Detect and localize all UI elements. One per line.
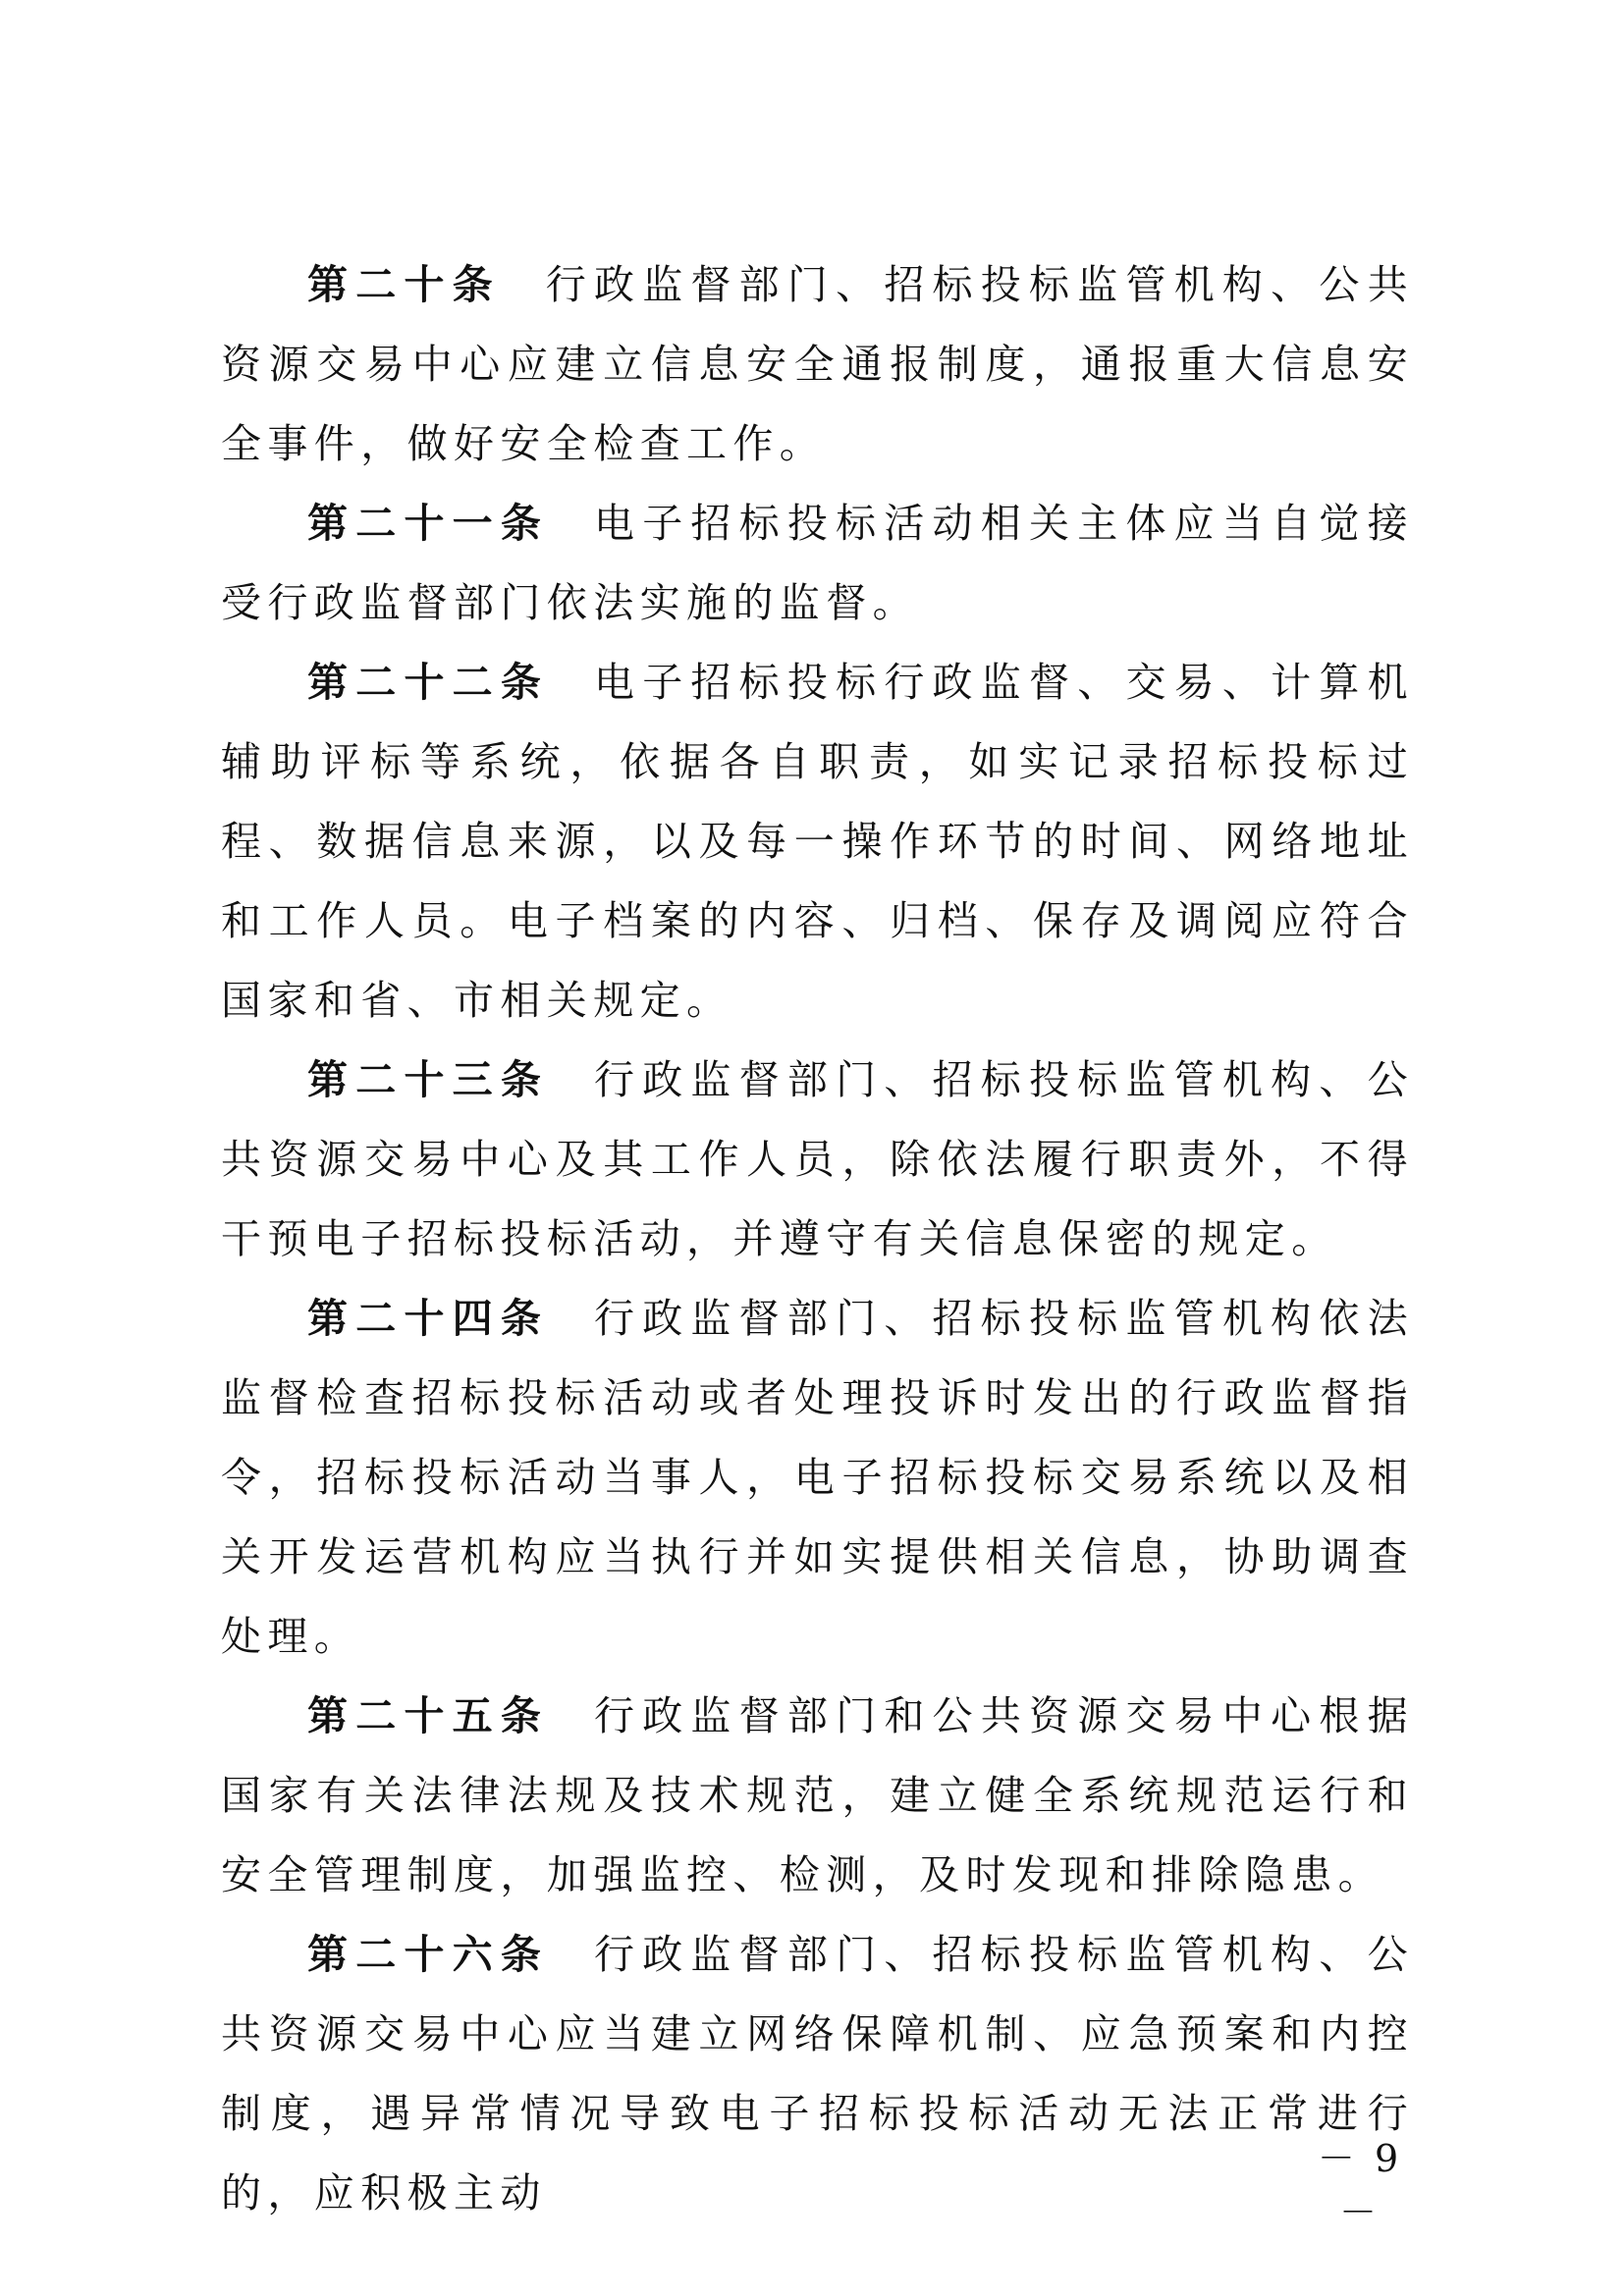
article-20	[221, 245, 1414, 484]
article-24	[221, 1279, 1414, 1677]
article-text: 行政监督部门和公共资源交易中心根据国家有关法律法规及技术规范，建立健全系统规范运行和安全管理制度，加强监控、检测，及时发现和排除隐患。	[221, 1692, 1414, 1898]
article-text: 电子招标投标行政监督、交易、计算机辅助评标等系统，依据各自职责，如实记录招标投标过程、数据信息来源，以及每一操作环节的时间、网络地址和工作人员。电子档案的内容、归档、保存及调阅应符合国家和省、市相关规定。	[221, 659, 1414, 1024]
article-number: 第二十三条	[307, 1056, 550, 1103]
article-number: 第二十二条	[307, 659, 550, 706]
page-number: － 9 －	[1317, 2137, 1403, 2234]
article-text: 行政监督部门、招标投标监管机构、公共资源交易中心应当建立网络保障机制、应急预案和内控制度，遇异常情况导致电子招标投标活动无法正常进行的，应积极主动	[221, 1931, 1414, 2216]
article-number: 第二十条	[307, 261, 501, 308]
article-number: 第二十六条	[307, 1931, 550, 1978]
article-text: 行政监督部门、招标投标监管机构、公共资源交易中心及其工作人员，除依法履行职责外，不得干预电子招标投标活动，并遵守有关信息保密的规定。	[221, 1056, 1414, 1262]
article-text: 行政监督部门、招标投标监管机构、公共资源交易中心应建立信息安全通报制度，通报重大信息安全事件，做好安全检查工作。	[221, 261, 1415, 467]
article-text: 电子招标投标活动相关主体应当自觉接受行政监督部门依法实施的监督。	[221, 500, 1414, 626]
article-number: 第二十四条	[307, 1295, 550, 1342]
article-text: 行政监督部门、招标投标监管机构依法监督检查招标投标活动或者处理投诉时发出的行政监督指令，招标投标活动当事人，电子招标投标交易系统以及相关开发运营机构应当执行并如实提供相关信息，协助调查处理。	[221, 1295, 1414, 1660]
article-22	[221, 643, 1414, 1041]
article-26	[221, 1915, 1414, 2233]
article-21	[221, 484, 1414, 643]
article-23	[221, 1041, 1414, 1279]
document-body	[221, 245, 1414, 2233]
article-25	[221, 1677, 1414, 1915]
article-number: 第二十五条	[307, 1692, 550, 1739]
article-number: 第二十一条	[307, 500, 550, 547]
